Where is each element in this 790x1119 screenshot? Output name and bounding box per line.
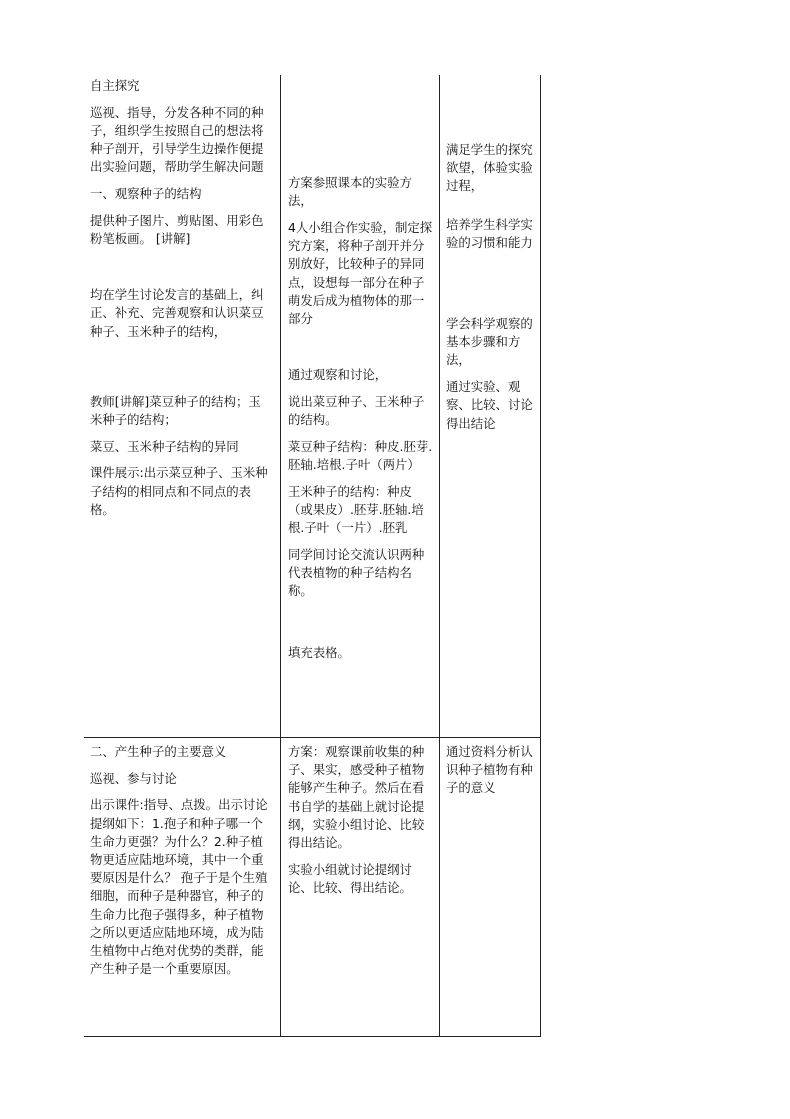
row2-intent-cell [446, 743, 535, 806]
section-heading: 菜豆、玉米种子结构的异同 [90, 438, 239, 454]
row2-teacher-cell [90, 743, 270, 987]
teacher-activity: 巡视、指导，分发各种不同的种子，组织学生按照自己的想法将种子剖开，引导学生边操作便提出实验问题，帮助学生解决问题 [90, 104, 264, 175]
student-activity: 填充表格。 [288, 645, 350, 661]
section-heading: 一、观察种子的结构 [90, 186, 202, 202]
design-intent: 通过实验、观察、比较、讨论得出结论 [446, 379, 533, 431]
section-heading: 二、产生种子的主要意义 [90, 744, 227, 759]
student-activity: 王米种子的结构：种皮（或果皮）.胚芽.胚轴.培根.子叶（一片）.胚乳 [288, 483, 424, 536]
table-row-divider [84, 737, 541, 738]
table-bottom-border [84, 1036, 541, 1037]
design-intent: 满足学生的探究欲望，体验实验过程， [446, 142, 533, 194]
design-intent: 通过资料分析认识种子植物有种子的意义 [446, 744, 533, 796]
design-intent: 学会科学观察的基本步骤和方法， [446, 316, 533, 368]
row1-student-cell [288, 174, 433, 671]
row2-student-cell [288, 743, 433, 906]
student-activity: 菜豆种子结构：种皮.胚芽.胚轴.培根.子叶（两片） [288, 438, 433, 472]
teacher-activity: 教师[讲解]菜豆种子的结构；玉米种子的结构； [90, 393, 261, 427]
teacher-activity: 巡视、参与讨论 [90, 770, 177, 786]
design-intent: 培养学生科学实验的习惯和能力 [446, 216, 533, 250]
section-heading: 自主探究 [90, 78, 140, 93]
student-activity: 方案：观察课前收集的种子、果实，感受种子植物能够产生种子。然后在看书自学的基础上就讨论提纲，实验小组讨论、比较得出结论。 [288, 744, 425, 851]
row1-teacher-cell [90, 77, 270, 527]
student-activity: 方案参照课本的实验方法， [288, 175, 412, 209]
table-border-right [540, 75, 541, 1037]
student-activity: 通过观察和讨论， [288, 367, 388, 383]
student-activity: 4人小组合作实验，制定探究方案，将种子剖开并分别放好，比较种子的异同点，设想每一部分在种子萌发后成为植物体的那一部分 [288, 219, 433, 326]
teacher-activity: 课件展示:出示菜豆种子、玉米种子结构的相同点和不同点的表格。 [90, 465, 268, 517]
student-activity: 说出菜豆种子、王米种子的结构。 [288, 393, 425, 428]
teacher-activity: 出示课件:指导、点拨。出示讨论提纲如下：1.孢子和种子哪一个生命力更强？为什么？2.种子植物更适应陆地环境，其中一个重要原因是什么？ 孢子于是个生殖细胞，而种子是种器官，种子的生命力比孢子强得多，种子植物之所以更适应陆地环境，成为陆生植物中占绝对优势的类群，能产生种子是一个重要原因。 [90, 797, 268, 977]
teacher-activity: 提供种子图片、剪贴图、用彩色粉笔板画。 [讲解] [90, 212, 264, 246]
row1-intent-cell [446, 141, 535, 441]
table-border-col2 [439, 75, 440, 1037]
student-activity: 实验小组就讨论提纲讨论、比较、得出结论。 [288, 861, 412, 895]
student-activity: 同学间讨论交流认识两种代表植物的种子结构名称。 [288, 546, 425, 599]
teacher-activity: 均在学生讨论发言的基础上，纠正、补充、完善观察和认识菜豆种子、玉米种子的结构， [90, 287, 264, 339]
table-border-col1 [280, 75, 281, 1037]
